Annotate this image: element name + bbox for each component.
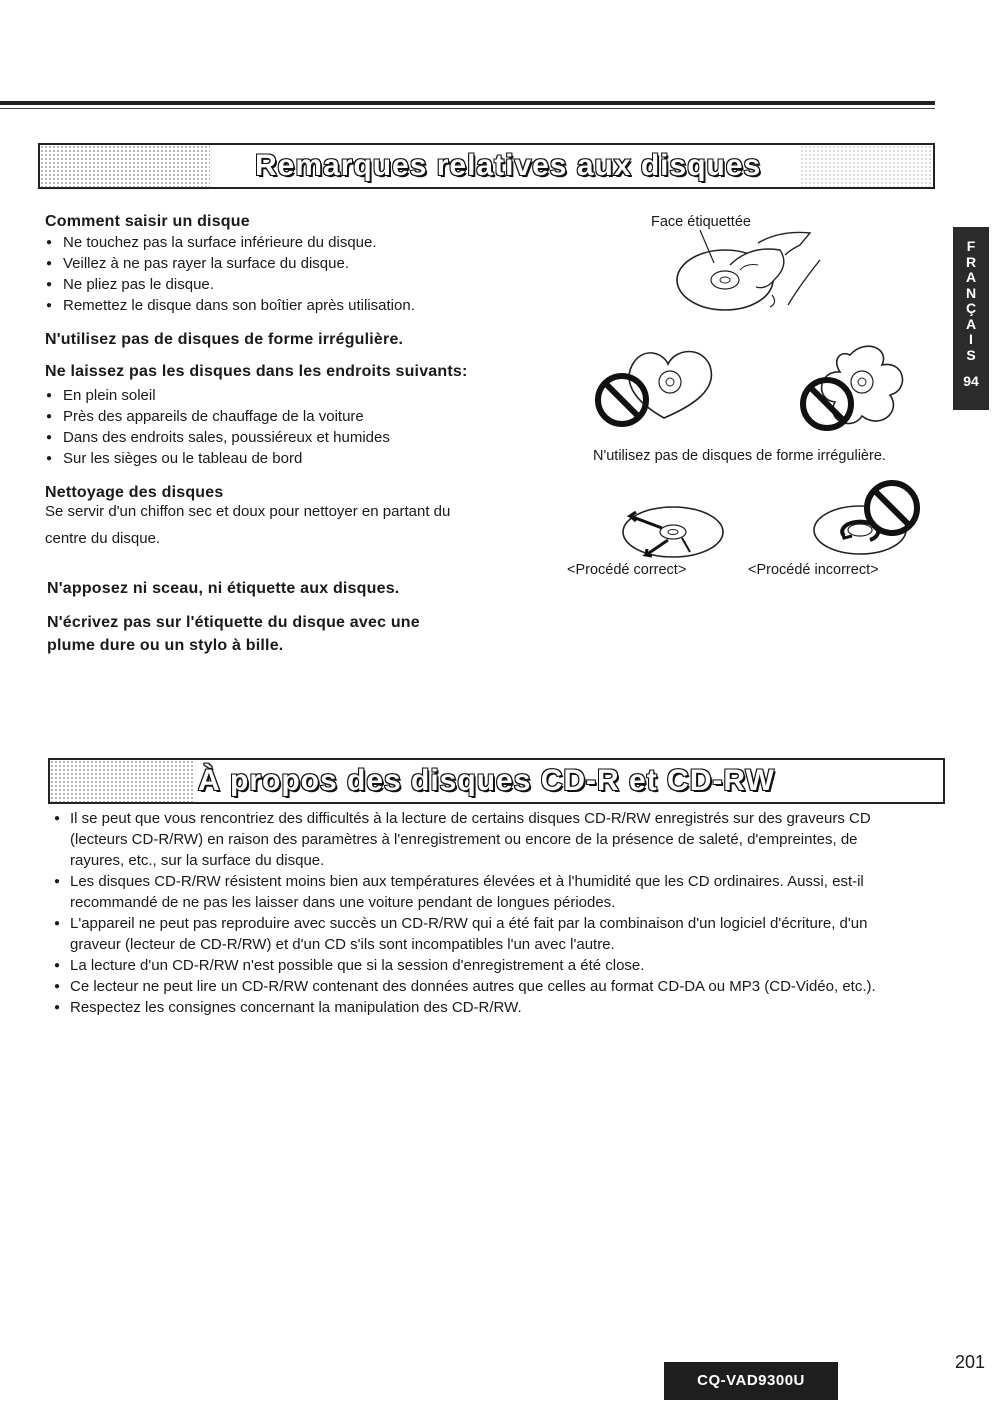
correct-caption: <Procédé correct>: [567, 562, 687, 578]
label-face-caption: Face étiquettée: [651, 214, 751, 230]
list-item: ● Ce lecteur ne peut lire un CD-R/RW contenant des données autres que celles au format CD-DA ou MP3 (CD-Vidéo, etc.).: [54, 978, 876, 995]
language-side-tab: [953, 227, 989, 410]
top-rule: [0, 101, 935, 105]
cleaning-heading: Nettoyage des disques: [45, 484, 224, 501]
section-number: 94: [963, 373, 979, 389]
irregular-heading: N'utilisez pas de disques de forme irrégulière.: [45, 331, 404, 348]
no-seal-heading: N'apposez ni sceau, ni étiquette aux disques.: [47, 580, 400, 597]
section2-banner: [48, 758, 945, 804]
list-item: ● Respectez les consignes concernant la manipulation des CD-R/RW.: [54, 999, 522, 1016]
no-write-heading-line1: N'écrivez pas sur l'étiquette du disque avec une: [47, 614, 420, 631]
cdr-info-list: [54, 808, 944, 1018]
clover-disc-prohibited-icon: [790, 340, 920, 435]
language-tab-letters: F R A N Ç A I S: [965, 238, 977, 363]
list-item: ● Ne pliez pas le disque.: [45, 274, 565, 295]
list-item: ● Sur les sièges ou le tableau de bord: [45, 448, 565, 469]
incorrect-cleaning-illustration: [808, 478, 923, 558]
cleaning-text-line2: centre du disque.: [45, 530, 161, 547]
incorrect-caption: <Procédé incorrect>: [748, 562, 879, 578]
disc-handling-illustration: [670, 225, 830, 320]
list-item: ● Remettez le disque dans son boîtier après utilisation.: [45, 295, 565, 316]
places-heading: Ne laissez pas les disques dans les endroits suivants:: [45, 363, 468, 380]
model-number-badge: CQ-VAD9300U: [664, 1362, 838, 1400]
handling-heading: Comment saisir un disque: [45, 213, 250, 230]
section1-title: Remarques relatives aux disques: [255, 149, 762, 182]
page-number: 201: [955, 1352, 986, 1372]
section2-title: À propos des disques CD-R et CD-RW: [198, 764, 775, 797]
list-item: ● L'appareil ne peut pas reproduire avec succès un CD-R/RW qui a été fait par la combinaison d'un logiciel d'écriture, d'un graveur (lecteur de CD-R/RW) et d'un CD s'ils sont incompatibles l'un avec l'autre.: [54, 915, 868, 953]
section1-banner: [38, 143, 935, 189]
list-item: ● Ne touchez pas la surface inférieure du disque.: [45, 232, 565, 253]
places-list: [45, 385, 565, 469]
list-item: ● Veillez à ne pas rayer la surface du disque.: [45, 253, 565, 274]
list-item: ● En plein soleil: [45, 385, 565, 406]
correct-cleaning-illustration: [618, 500, 728, 565]
irregular-caption: N'utilisez pas de disques de forme irrégulière.: [593, 448, 886, 464]
list-item: ● Dans des endroits sales, poussiéreux et humides: [45, 427, 565, 448]
no-write-heading-line2: plume dure ou un stylo à bille.: [47, 637, 284, 654]
list-item: ● Près des appareils de chauffage de la voiture: [45, 406, 565, 427]
handling-list: [45, 232, 565, 316]
list-item: ● Les disques CD-R/RW résistent moins bien aux températures élevées et à l'humidité que les CD ordinaires. Aussi, est-il recommandé de ne pas les laisser dans une voiture pendant de longues périodes.: [54, 873, 864, 911]
heart-disc-prohibited-icon: [592, 340, 722, 430]
list-item: ● La lecture d'un CD-R/RW n'est possible que si la session d'enregistrement a été close.: [54, 957, 645, 974]
top-rule-thin: [0, 108, 935, 109]
list-item: ● Il se peut que vous rencontriez des difficultés à la lecture de certains disques CD-R/RW enregistrés sur des graveurs CD (lecteurs CD-R/RW) en raison des paramètres à l'enregistrement ou encore de la présence de saleté, d'empreintes, de rayures, etc., sur la surface du disque.: [54, 810, 871, 869]
cleaning-text-line1: Se servir d'un chiffon sec et doux pour nettoyer en partant du: [45, 503, 451, 520]
